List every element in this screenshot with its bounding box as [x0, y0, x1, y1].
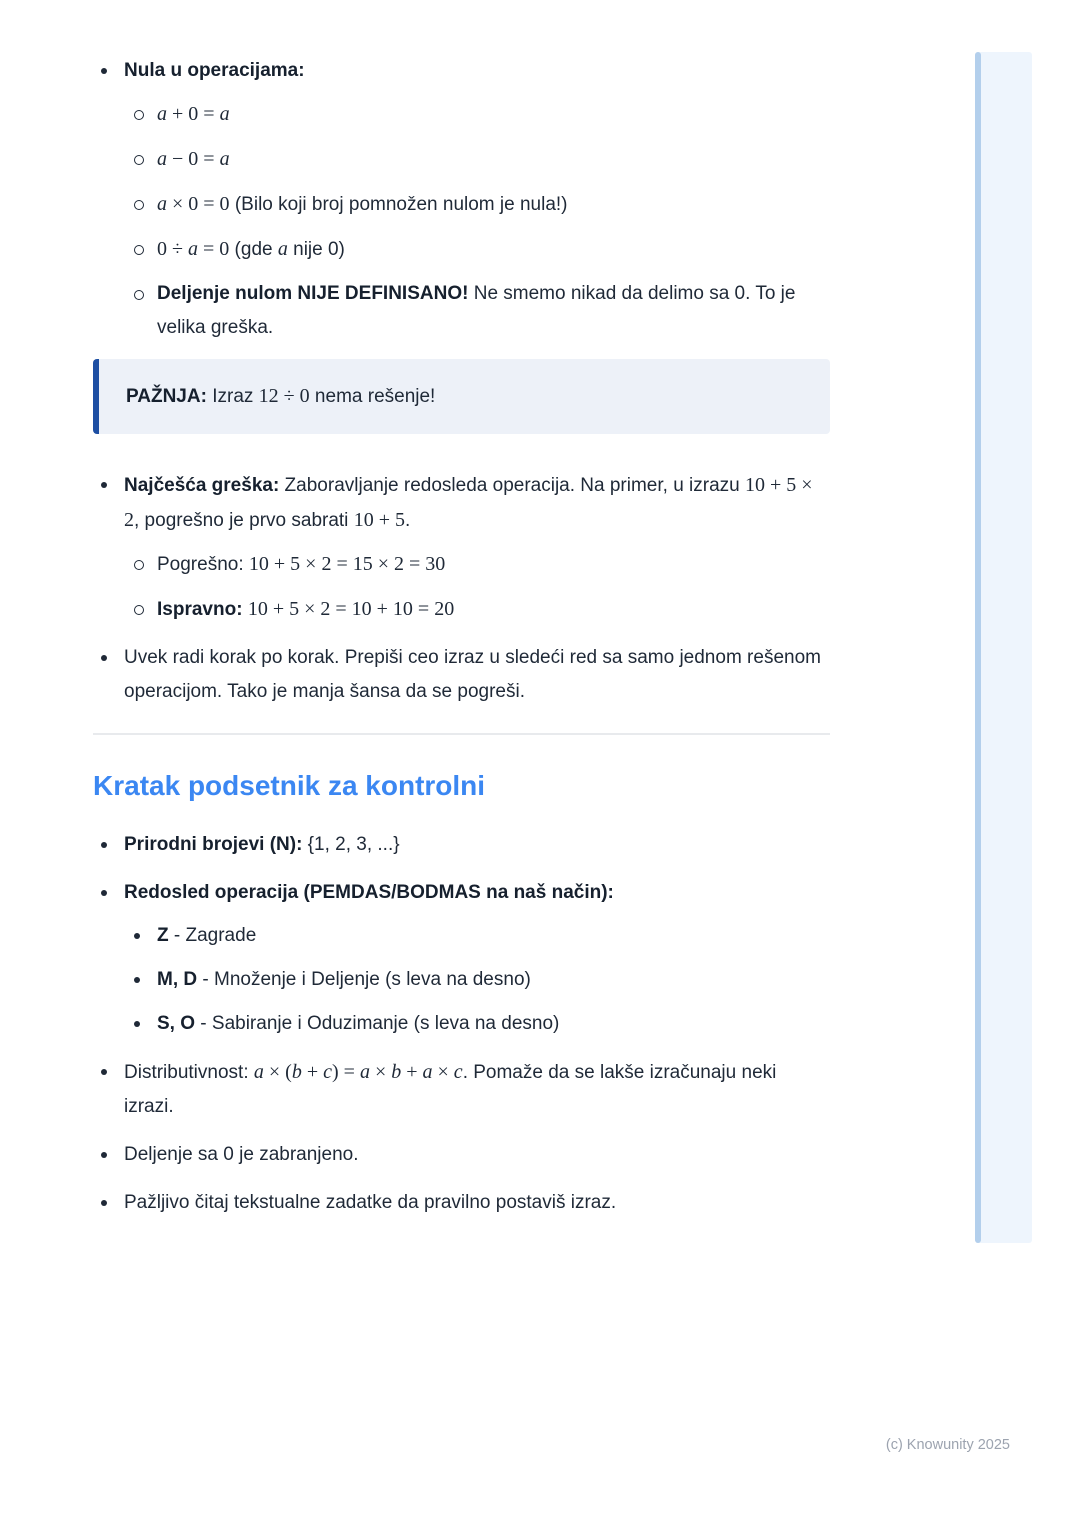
item-text: Zaboravljanje redosleda operacija. Na primer, u izrazu — [279, 475, 746, 496]
item-text: Pogrešno: — [157, 554, 249, 575]
common-mistake-list — [93, 468, 830, 709]
item-text: Ne smemo nikad da delimo sa 0. To je velika greška. — [157, 283, 796, 338]
list-item-common-mistake — [93, 468, 830, 627]
section-divider — [93, 733, 830, 735]
list-item-operation-order — [93, 876, 830, 1041]
copyright-footer: (c) Knowunity 2025 — [885, 1437, 1010, 1453]
math-expression: a − 0 = a — [157, 148, 230, 170]
bold-label: Z — [157, 925, 169, 946]
item-text: nije 0) — [287, 239, 345, 260]
item-text: (gde — [229, 239, 278, 260]
item-text: Uvek radi korak po korak. Prepiši ceo izraz u sledeći red sa samo jednom rešenom operacijom. Tako je manja šansa da se pogreši. — [124, 647, 821, 702]
scrollbar-thumb[interactable] — [975, 52, 981, 1243]
item-text: Deljenje sa 0 je zabranjeno. — [124, 1144, 359, 1165]
list-item-zero-divided — [124, 232, 830, 267]
item-text: - Sabiranje i Oduzimanje (s leva na desno) — [195, 1013, 560, 1034]
list-item-step-by-step — [93, 641, 830, 709]
math-expression: 0 ÷ a = 0 — [157, 238, 230, 260]
zero-operations-list — [93, 54, 830, 345]
mistake-examples-sublist — [124, 547, 830, 627]
list-item-multiply-zero — [124, 187, 830, 222]
list-item-brackets — [124, 919, 830, 953]
operation-order-sublist — [124, 919, 830, 1041]
math-expression: a + 0 = a — [157, 103, 230, 125]
bold-label: Najčešća greška: — [124, 475, 280, 496]
item-text: , pogrešno je prvo sabrati — [134, 510, 354, 531]
item-text: - Množenje i Deljenje (s leva na desno) — [197, 969, 531, 990]
document-content — [93, 54, 830, 1234]
item-text: - Zagrade — [168, 925, 257, 946]
callout-text: Izraz — [206, 386, 259, 407]
math-variable: a — [277, 238, 288, 260]
warning-callout — [93, 359, 830, 434]
list-item-correct-example — [124, 592, 830, 627]
list-item-add-zero — [124, 97, 830, 132]
list-item-add-subtract — [124, 1007, 830, 1041]
list-item-subtract-zero — [124, 142, 830, 177]
section-heading: Kratak podsetnik za kontrolni — [93, 770, 486, 801]
bold-label: S, O — [157, 1013, 196, 1034]
callout-text: nema rešenje! — [309, 386, 436, 407]
math-expression: 10 + 5 × 2 — [124, 474, 813, 531]
item-text: (Bilo koji broj pomnožen nulom je nula!) — [229, 194, 568, 215]
list-item-zero-operations — [93, 54, 830, 345]
side-scroll-panel — [975, 52, 1032, 1243]
list-item-division-forbidden — [93, 1138, 830, 1172]
item-text: Distributivnost: — [124, 1062, 254, 1083]
list-item-division-undefined — [124, 277, 830, 345]
list-item-natural-numbers — [93, 828, 830, 862]
bold-label: Ispravno: — [157, 599, 248, 620]
bold-label: Redosled operacija (PEMDAS/BODMAS na naš način): — [124, 882, 614, 903]
list-item-wrong-example — [124, 547, 830, 582]
list-item-read-carefully — [93, 1186, 830, 1220]
reminder-list — [93, 828, 830, 1220]
item-text: {1, 2, 3, ...} — [302, 834, 400, 855]
bold-label: Prirodni brojevi (N): — [124, 834, 303, 855]
item-text: . — [404, 510, 411, 531]
item-text: Pažljivo čitaj tekstualne zadatke da pravilno postaviš izraz. — [124, 1192, 617, 1213]
zero-operations-title: Nula u operacijama: — [124, 60, 305, 81]
list-item-multiply-divide — [124, 963, 830, 997]
list-item-distributivity — [93, 1055, 830, 1124]
item-text: . Pomaže da se lakše izračunaju neki izrazi. — [124, 1062, 777, 1117]
math-expression: 10 + 5 × 2 = 15 × 2 = 30 — [248, 553, 446, 575]
bold-label: Deljenje nulom NIJE DEFINISANO! — [157, 283, 469, 304]
bold-label: M, D — [157, 969, 198, 990]
math-expression: 10 + 5 — [353, 509, 405, 531]
math-expression: a × 0 = 0 — [157, 193, 230, 215]
math-expression: a × (b + c) = a × b + a × c — [253, 1061, 463, 1083]
math-expression: 10 + 5 × 2 = 10 + 10 = 20 — [247, 598, 455, 620]
callout-label: PAŽNJA: — [126, 386, 207, 407]
math-expression: 12 ÷ 0 — [258, 385, 310, 407]
zero-operations-sublist — [124, 97, 830, 345]
